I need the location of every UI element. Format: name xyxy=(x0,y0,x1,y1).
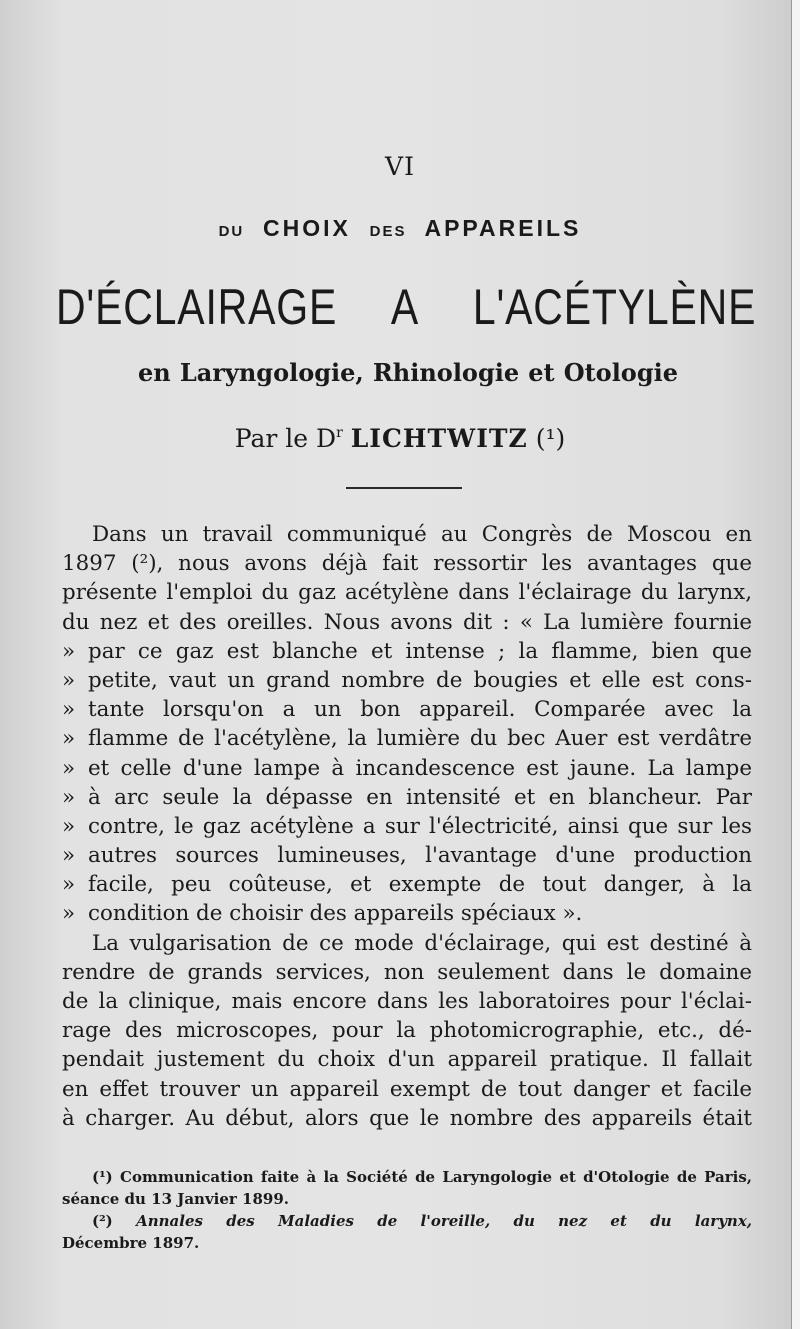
quote-mark: » xyxy=(62,667,76,693)
quoted-line xyxy=(62,695,752,724)
quoted-line xyxy=(62,724,752,753)
body-line-text: condition de choisir des appareils spéciaux ». xyxy=(88,901,583,927)
quoted-line xyxy=(62,870,752,899)
quoted-line xyxy=(62,812,752,841)
body-line-text: par ce gaz est blanche et intense ; la flamme, bien que xyxy=(88,638,752,664)
body-line-text: facile, peu coûteuse, et exempte de tout danger, à la xyxy=(88,872,752,898)
separator-rule xyxy=(346,487,462,489)
quote-mark: » xyxy=(62,638,76,664)
quote-mark: » xyxy=(62,843,76,869)
chapter-title-line1 xyxy=(0,215,800,242)
body-line: présente l'emploi du gaz acétylène dans l'éclairage du larynx, xyxy=(62,580,752,606)
title-word-a: A xyxy=(390,279,420,335)
body-line-text: contre, le gaz acétylène a sur l'électricité, ainsi que sur les xyxy=(88,813,752,839)
chapter-subtitle xyxy=(138,358,678,387)
quoted-line xyxy=(62,666,752,695)
title-word-choix: CHOIX xyxy=(263,215,351,241)
footnote-2-line: Décembre 1897. xyxy=(62,1234,200,1252)
author-line xyxy=(0,424,800,453)
body-line: La vulgarisation de ce mode d'éclairage, qui est destiné à xyxy=(92,930,752,956)
quote-mark: » xyxy=(62,755,76,781)
body-line: 1897 (²), nous avons déjà fait ressortir les avantages que xyxy=(62,551,752,577)
footnote-1-line: séance du 13 Janvier 1899. xyxy=(62,1190,289,1208)
chapter-title-line2 xyxy=(56,278,756,336)
author-prefix: Par le D xyxy=(234,424,337,453)
body-line: pendait justement du choix d'un appareil pratique. Il fallait xyxy=(62,1047,752,1073)
body-line: du nez et des oreilles. Nous avons dit : « La lumière fournie xyxy=(62,609,752,635)
quoted-line xyxy=(62,754,752,783)
author-name: LICHTWITZ xyxy=(350,424,528,453)
body-line-text: autres sources lumineuses, l'avantage d'une production xyxy=(88,843,752,869)
body-line: rendre de grands services, non seulement dans le domaine xyxy=(62,959,752,985)
body-line-text: tante lorsqu'on a un bon appareil. Comparée avec la xyxy=(88,697,752,723)
footnote-2-journal: Annales des Maladies de l'oreille, du nez et du larynx, xyxy=(136,1212,752,1230)
author-footnote-ref: (¹) xyxy=(535,424,566,453)
quote-mark: » xyxy=(62,813,76,839)
footnotes xyxy=(62,1166,752,1254)
page-edge xyxy=(791,0,800,1329)
subtitle-word: Laryngologie, xyxy=(179,358,364,387)
quote-mark: » xyxy=(62,901,76,927)
quote-mark: » xyxy=(62,784,76,810)
quoted-line xyxy=(62,841,752,870)
body-line: rage des microscopes, pour la photomicrographie, etc., dé- xyxy=(62,1018,752,1044)
footnote-2-line xyxy=(62,1210,752,1232)
quote-mark: » xyxy=(62,872,76,898)
footnote-2-marker: (²) xyxy=(92,1212,113,1230)
body-line-text: flamme de l'acétylène, la lumière du bec Auer est verdâtre xyxy=(88,726,752,752)
chapter-number: VI xyxy=(385,152,415,181)
author-title-sup: r xyxy=(336,425,343,441)
footnote-1-line: (¹) Communication faite à la Société de Laryngologie et d'Otologie de Paris, xyxy=(92,1168,752,1186)
subtitle-word: en xyxy=(138,358,171,387)
subtitle-word: Rhinologie xyxy=(372,358,520,387)
subtitle-word: Otologie xyxy=(563,358,678,387)
body-text xyxy=(62,520,752,1133)
body-line: en effet trouver un appareil exempt de tout danger et facile xyxy=(62,1076,752,1102)
title-word-des: DES xyxy=(369,223,407,240)
quoted-line xyxy=(62,637,752,666)
body-line: à charger. Au début, alors que le nombre des appareils était xyxy=(62,1105,752,1131)
body-line: Dans un travail communiqué au Congrès de Moscou en xyxy=(92,522,752,547)
body-line: de la clinique, mais encore dans les laboratoires pour l'éclai- xyxy=(62,989,752,1014)
body-line-text: et celle d'une lampe à incandescence est jaune. La lampe xyxy=(88,755,752,781)
body-line-text: à arc seule la dépasse en intensité et en blancheur. Par xyxy=(88,784,752,810)
body-line-text: petite, vaut un grand nombre de bougies et elle est cons- xyxy=(88,667,752,693)
quote-mark: » xyxy=(62,726,76,752)
quoted-line xyxy=(62,899,752,928)
title-word-du: DU xyxy=(218,223,245,240)
subtitle-word: et xyxy=(528,358,555,387)
title-word-eclairage: D'ÉCLAIRAGE xyxy=(56,279,338,335)
quote-mark: » xyxy=(62,697,76,723)
title-word-acetylene: L'ACÉTYLÈNE xyxy=(472,279,757,335)
title-word-appareils: APPAREILS xyxy=(424,215,582,241)
quoted-line xyxy=(62,783,752,812)
